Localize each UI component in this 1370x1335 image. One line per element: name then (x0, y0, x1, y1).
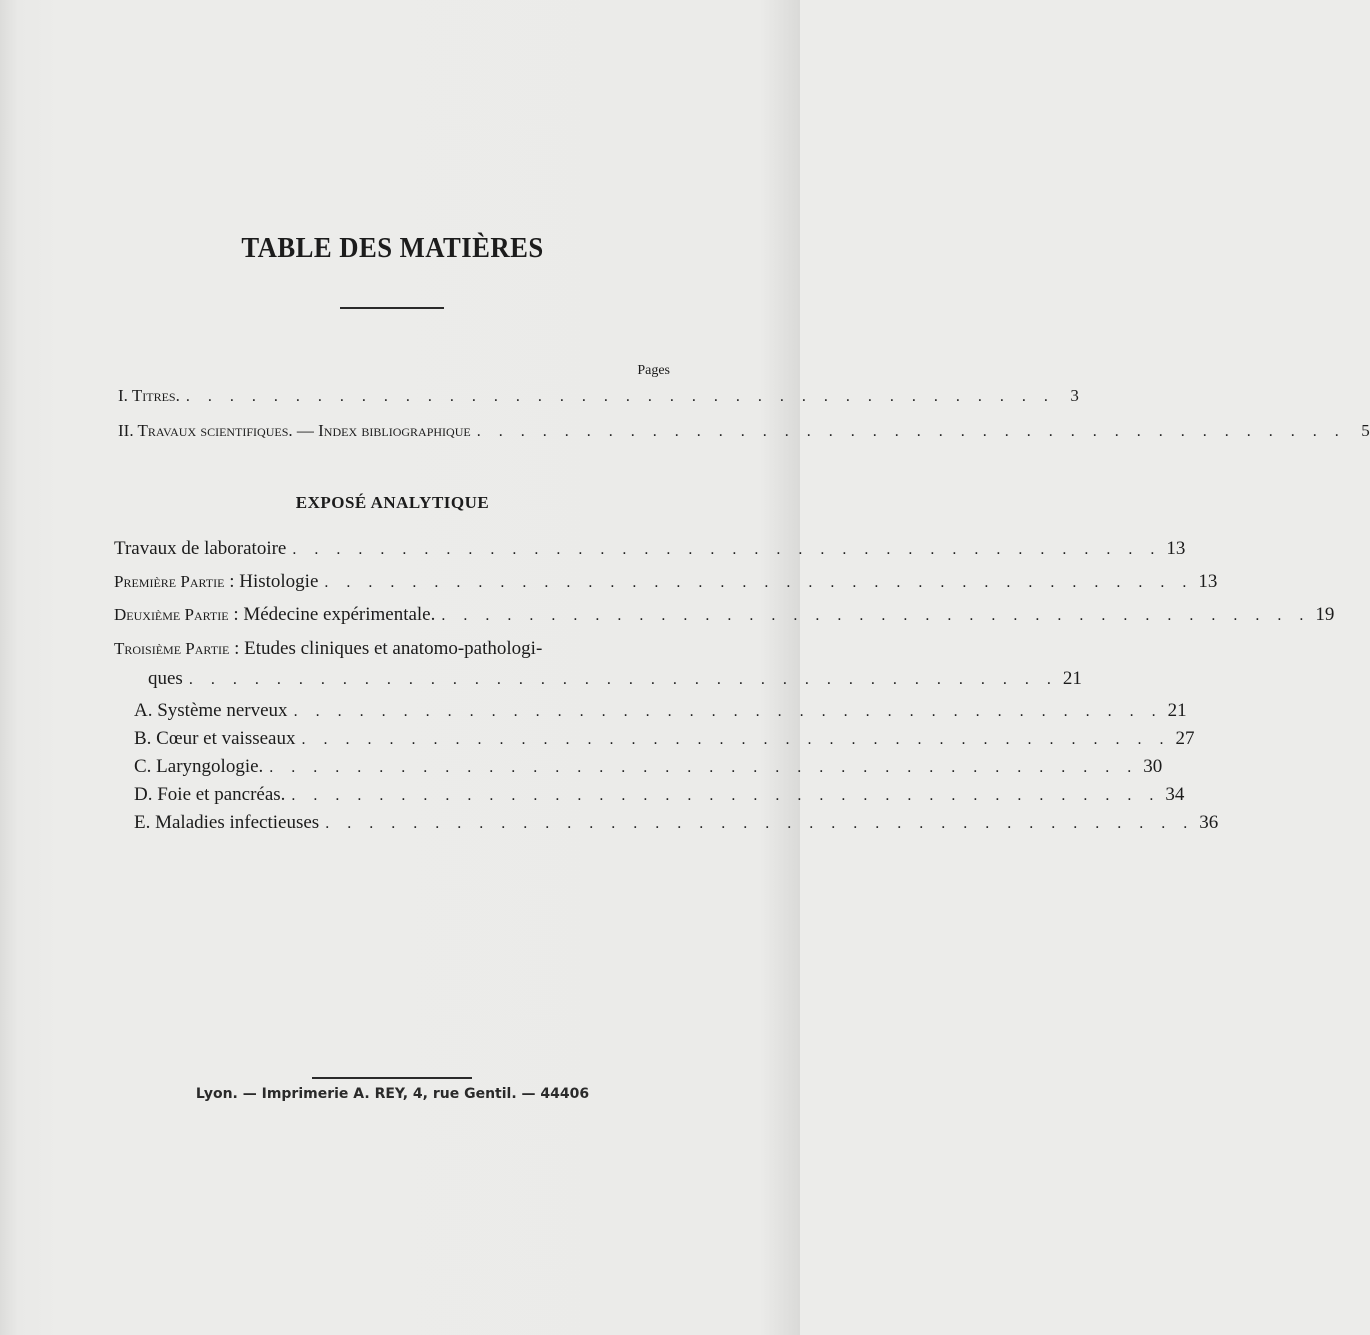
toc-subentry (134, 700, 1187, 722)
printer-imprint: Lyon. — Imprimerie A. REY, 4, rue Gentil. — 44406 (195, 1086, 590, 1102)
toc-subentry-label: A. Système nerveux (134, 700, 288, 721)
toc-entry-page: 5 (1361, 421, 1370, 440)
toc-entry-label: ques (148, 668, 183, 689)
pages-column-header: Pages (637, 363, 670, 378)
toc-entry-label: Travaux de laboratoire (114, 538, 287, 559)
toc-entry-label: II. Travaux scientifiques. — Index bibliographique (118, 421, 471, 440)
toc-entry-page: 13 (1166, 538, 1186, 559)
toc-subentry-label: C. Laryngologie. (134, 756, 264, 777)
toc-subentry-label: E. Maladies infectieuses (134, 812, 320, 833)
toc-entry (114, 571, 1218, 593)
toc-subentry-page: 30 (1143, 756, 1163, 777)
toc-entry (114, 538, 1186, 560)
leader-dots: . . . . . . . . . . . . . . . . . . . . . . . . . . . . . . . . . . . . . . . . (185, 388, 1055, 405)
toc-entry-label: I. Titres. (118, 386, 180, 405)
toc-entry-continuation (148, 668, 1082, 690)
toc-subentry-label: B. Cœur et vaisseaux (134, 728, 296, 749)
toc-subentry-page: 34 (1165, 784, 1185, 805)
leader-dots: . . . . . . . . . . . . . . . . . . . . . . . . . . . . . . . . . . . . . . . . (293, 703, 1163, 720)
leader-dots: . . . . . . . . . . . . . . . . . . . . . . . . . . . . . . . . . . . . . . . . (291, 787, 1161, 804)
toc-subentry-page: 21 (1167, 700, 1187, 721)
toc-subentry (134, 728, 1195, 750)
toc-entry-page: 3 (1070, 386, 1079, 405)
toc-subentry (134, 756, 1163, 778)
toc-subentry-page: 36 (1199, 812, 1219, 833)
leader-dots: . . . . . . . . . . . . . . . . . . . . . . . . . . . . . . . . . . . . . . . . (301, 731, 1171, 748)
toc-subentry (134, 812, 1219, 834)
title-rule (340, 307, 444, 309)
footer-rule (312, 1077, 472, 1079)
toc-entry (114, 604, 1335, 626)
leader-dots: . . . . . . . . . . . . . . . . . . . . . . . . . . . . . . . . . . . . . . . . (325, 815, 1195, 832)
toc-entry-page: 19 (1315, 604, 1335, 625)
toc-entry (118, 386, 1079, 406)
leader-dots: . . . . . . . . . . . . . . . . . . . . . . . . . . . . . . . . . . . . . . . . (476, 423, 1346, 440)
toc-subentry-page: 27 (1175, 728, 1195, 749)
leader-dots: . . . . . . . . . . . . . . . . . . . . . . . . . . . . . . . . . . . . . . . . (292, 541, 1162, 558)
toc-entry (118, 421, 1370, 441)
leader-dots: . . . . . . . . . . . . . . . . . . . . . . . . . . . . . . . . . . . . . . . . (324, 574, 1194, 591)
toc-entry-label: Première Partie : Histologie (114, 571, 319, 592)
leader-dots: . . . . . . . . . . . . . . . . . . . . . . . . . . . . . . . . . . . . . . . . (441, 607, 1311, 624)
page-title: TABLE DES MATIÈRES (241, 232, 544, 264)
section-heading: EXPOSÉ ANALYTIQUE (295, 493, 490, 512)
toc-entry-page: 21 (1062, 668, 1082, 689)
toc-subentry-label: D. Foie et pancréas. (134, 784, 286, 805)
leader-dots: . . . . . . . . . . . . . . . . . . . . . . . . . . . . . . . . . . . . . . . . (188, 671, 1058, 688)
toc-subentry (134, 784, 1185, 806)
toc-entry-page: 13 (1198, 571, 1218, 592)
toc-entry-label: Troisième Partie : Etudes cliniques et anatomo-pathologi- (114, 638, 543, 659)
toc-entry (114, 638, 670, 660)
toc-entry-label: Deuxième Partie : Médecine expérimentale. (114, 604, 436, 625)
leader-dots: . . . . . . . . . . . . . . . . . . . . . . . . . . . . . . . . . . . . . . . . (269, 759, 1139, 776)
